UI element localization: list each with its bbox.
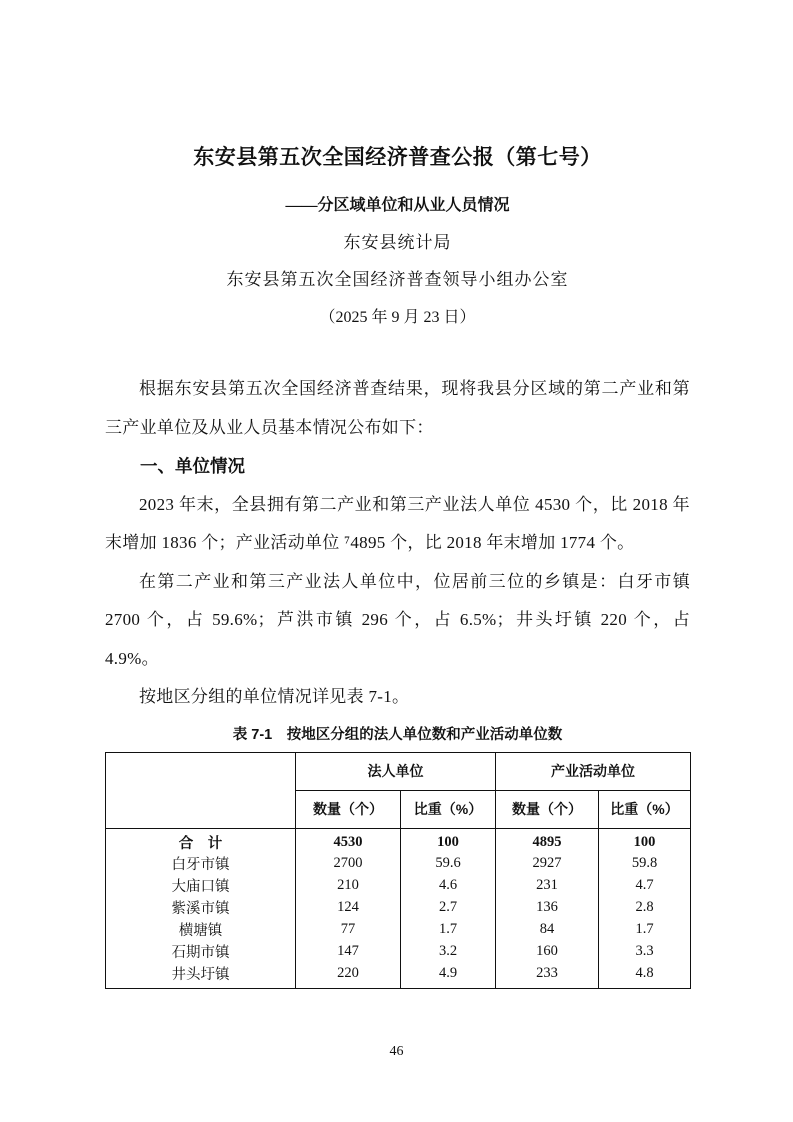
row-name: 白牙市镇: [106, 853, 296, 875]
document-body: [105, 370, 690, 717]
cell-legal-count: 77: [296, 919, 401, 941]
section-heading-unit-situation: 一、单位情况: [140, 456, 245, 476]
cell-legal-share: 59.6: [401, 853, 496, 875]
table-row-hengtang: [106, 919, 691, 941]
cell-activity-share: 3.3: [599, 941, 691, 963]
table-row-zixishi: [106, 897, 691, 919]
cell-activity-count: 160: [496, 941, 599, 963]
row-name: 大庙口镇: [106, 875, 296, 897]
group-header-legal-person-units: 法人单位: [296, 752, 496, 790]
cell-legal-share: 100: [401, 828, 496, 853]
cell-activity-share: 100: [599, 828, 691, 853]
cell-activity-count: 2927: [496, 853, 599, 875]
table-body: [106, 828, 691, 988]
document-title: 东安县第五次全国经济普查公报（第七号）: [193, 145, 602, 169]
col-header-activity-share: 比重（%）: [599, 790, 691, 828]
cell-activity-count: 231: [496, 875, 599, 897]
table-header: [106, 752, 691, 828]
cell-legal-count: 4530: [296, 828, 401, 853]
cell-activity-share: 4.7: [599, 875, 691, 897]
cell-legal-share: 4.6: [401, 875, 496, 897]
issuing-org-statistics-bureau: 东安县统计局: [343, 233, 452, 252]
cell-legal-share: 3.2: [401, 941, 496, 963]
table-stub-header: [106, 752, 296, 828]
col-header-legal-share: 比重（%）: [401, 790, 496, 828]
row-name: 横塘镇: [106, 919, 296, 941]
row-name: 合 计: [106, 828, 296, 853]
col-header-activity-count: 数量（个）: [496, 790, 599, 828]
publish-date: （2025 年 9 月 23 日）: [319, 309, 476, 326]
cell-activity-count: 136: [496, 897, 599, 919]
table-caption: 表 7-1 按地区分组的法人单位数和产业活动单位数: [232, 726, 563, 743]
cell-activity-share: 4.8: [599, 963, 691, 989]
cell-activity-share: 59.8: [599, 853, 691, 875]
table-row-shiqishi: [106, 941, 691, 963]
group-header-industry-activity-units: 产业活动单位: [496, 752, 691, 790]
paragraph-top-three-towns: 在第二产业和第三产业法人单位中，位居前三位的乡镇是：白牙市镇 2700 个，占 59.6%；芦洪市镇 296 个，占 6.5%；井头圩镇 220 个，占 4.9%。: [105, 571, 690, 668]
cell-legal-count: 220: [296, 963, 401, 989]
cell-activity-count: 84: [496, 919, 599, 941]
cell-legal-count: 210: [296, 875, 401, 897]
paragraph-unit-totals: 2023 年末，全县拥有第二产业和第三产业法人单位 4530 个，比 2018 年末增加 1836 个；产业活动单位 ⁷4895 个，比 2018 年末增加 1774 个。: [105, 494, 690, 552]
cell-activity-count: 4895: [496, 828, 599, 853]
cell-legal-count: 124: [296, 897, 401, 919]
col-header-legal-count: 数量（个）: [296, 790, 401, 828]
table-row-damiaokou: [106, 875, 691, 897]
paragraph-table-reference: 按地区分组的单位情况详见表 7-1。: [139, 687, 410, 706]
row-name: 石期市镇: [106, 941, 296, 963]
cell-activity-count: 233: [496, 963, 599, 989]
table-group-header-row: [106, 752, 691, 790]
table-row-total: [106, 828, 691, 853]
cell-activity-share: 1.7: [599, 919, 691, 941]
cell-legal-count: 2700: [296, 853, 401, 875]
paragraph-intro: 根据东安县第五次全国经济普查结果，现将我县分区域的第二产业和第三产业单位及从业人员基本情况公布如下：: [105, 379, 690, 437]
table-row-baiyashi: [106, 853, 691, 875]
cell-activity-share: 2.8: [599, 897, 691, 919]
page-number: 46: [389, 1044, 404, 1059]
document-subtitle: ——分区域单位和从业人员情况: [285, 197, 510, 214]
issuing-org-census-leading-group: 东安县第五次全国经济普查领导小组办公室: [226, 270, 569, 289]
cell-legal-share: 1.7: [401, 919, 496, 941]
row-name: 紫溪市镇: [106, 897, 296, 919]
cell-legal-count: 147: [296, 941, 401, 963]
table-row-jingtouxu: [106, 963, 691, 989]
cell-legal-share: 2.7: [401, 897, 496, 919]
units-by-region-table: [105, 752, 691, 989]
row-name: 井头圩镇: [106, 963, 296, 989]
cell-legal-share: 4.9: [401, 963, 496, 989]
